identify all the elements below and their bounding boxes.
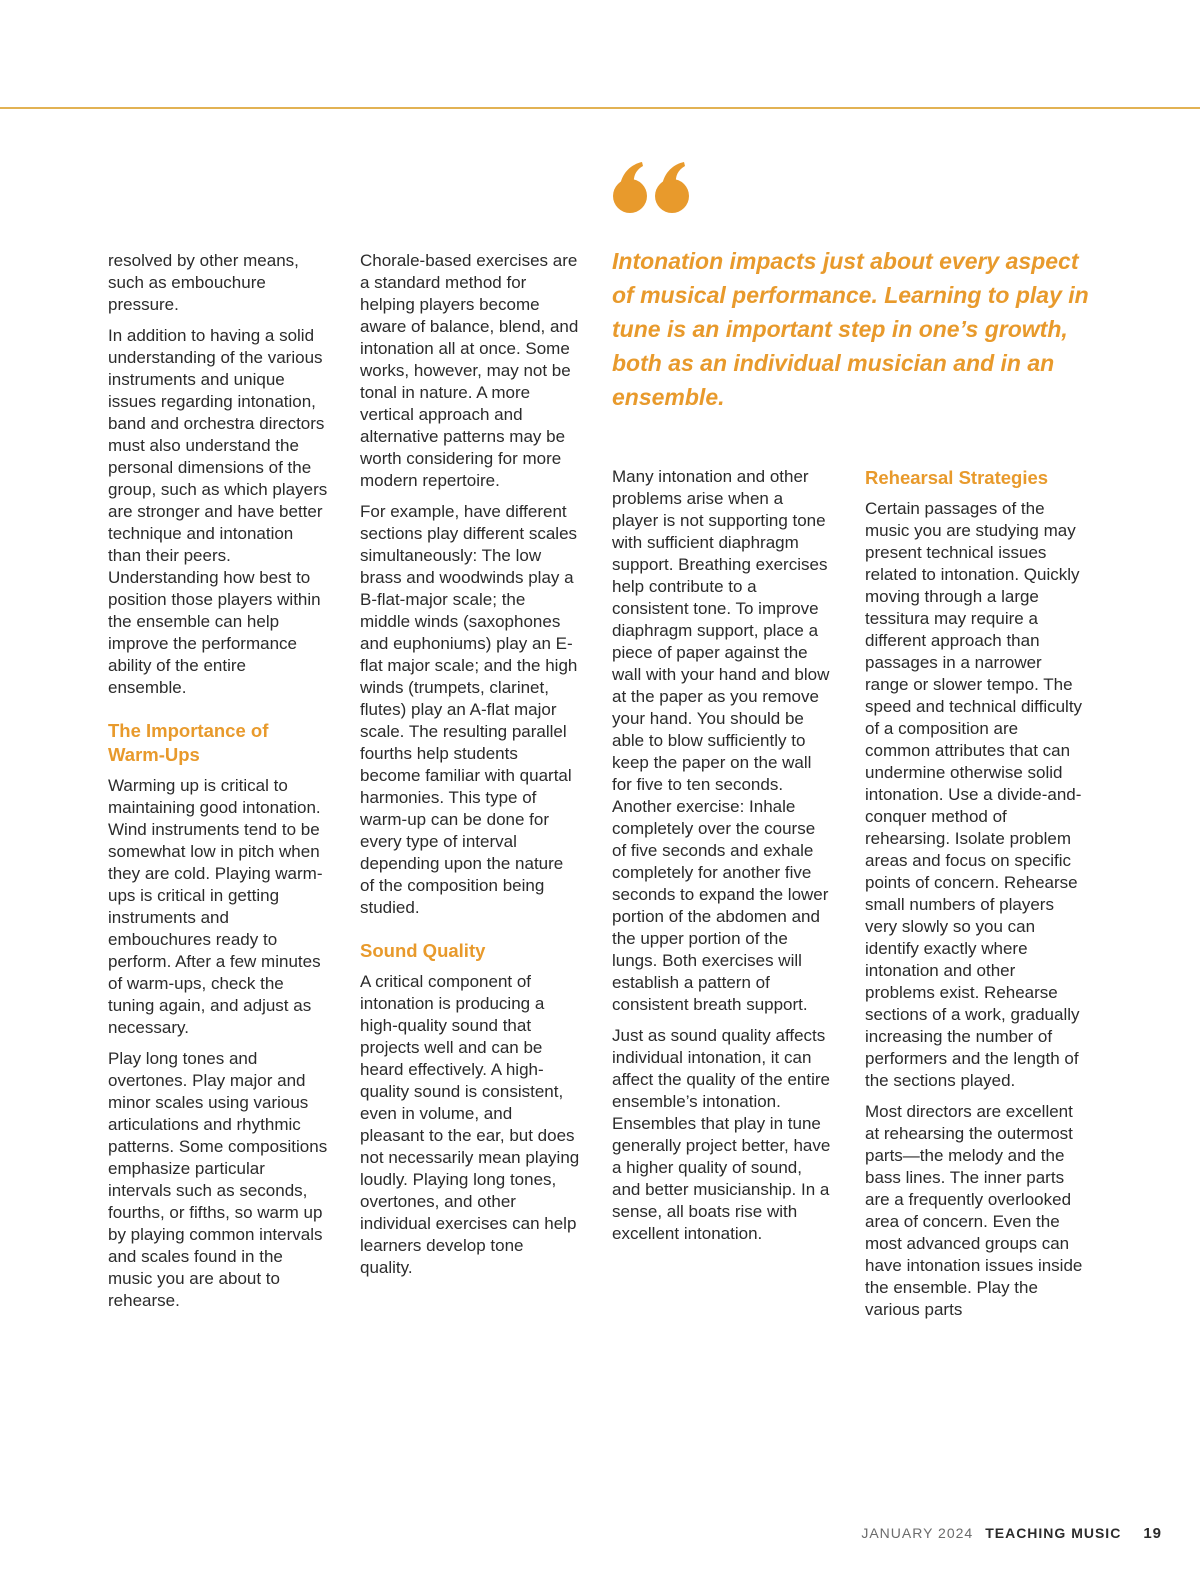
column-1 [108, 250, 328, 1321]
quote-open-icon [612, 162, 694, 214]
pull-quote: Intonation impacts just about every aspect of musical performance. Learning to play in tune is an important step in one’s growth, both as an individual musician and in an ensemble. [612, 248, 1089, 410]
column-4 [865, 466, 1085, 1330]
header-rule [0, 107, 1200, 109]
column-2 [360, 250, 580, 1288]
paragraph: resolved by other means, such as embouchure pressure. [108, 251, 299, 314]
paragraph: Chorale-based exercises are a standard method for helping players become aware of balance, blend, and intonation all at once. Some works, however, may not be tonal in nature. A more vertical approach and alternative patterns may be worth considering for more modern repertoire. [360, 251, 579, 490]
paragraph: In addition to having a solid understanding of the various instruments and unique issues regarding intonation, band and orchestra directors must also understand the personal dimensions of the group, such as which players are stronger and have better technique and intonation than their peers. Understanding how best to position those players within the ensemble can help improve the performance ability of the entire ensemble. [108, 326, 328, 697]
paragraph: Just as sound quality affects individual intonation, it can affect the quality of the entire ensemble’s intonation. Ensembles that play in tune generally project better, have a higher quality of sound, and better musicianship. In a sense, all boats rise with excellent intonation. [612, 1026, 831, 1243]
page-number: 19 [1143, 1525, 1162, 1542]
paragraph: Certain passages of the music you are studying may present technical issues related to intonation. Quickly moving through a large tessitura may require a different approach than passages in a narrower range or slower tempo. The speed and technical difficulty of a composition are common attributes that can undermine otherwise solid intonation. Use a divide-and-conquer method of rehearsing. Isolate problem areas and focus on specific points of concern. Rehearse small numbers of players very slowly so you can identify exactly where intonation and other problems exist. Rehearse sections of a work, gradually increasing the number of performers and the length of the sections played. [865, 499, 1083, 1090]
section-heading-rehearsal-strategies: Rehearsal Strategies [865, 467, 1049, 488]
paragraph: Many intonation and other problems arise when a player is not supporting tone with sufficient diaphragm support. Breathing exercises help contribute to a consistent tone. To improve diaphragm support, place a piece of paper against the wall with your hand and blow at the paper as you remove your hand. You should be able to blow sufficiently to keep the paper on the wall for five to ten seconds. Another exercise: Inhale completely over the course of five seconds and exhale completely for another five seconds to expand the lower portion of the abdomen and the upper portion of the lungs. Both exercises will establish a pattern of consistent breath support. [612, 467, 830, 1014]
section-heading-warm-ups: The Importance of Warm-Ups [108, 720, 269, 765]
issue-date: JANUARY 2024 [861, 1525, 974, 1541]
paragraph: For example, have different sections play different scales simultaneously: The low brass and woodwinds play a B-flat-major scale; the middle winds (saxophones and euphoniums) play an E-flat major scale; and the high winds (trumpets, clarinet, flutes) play an A-flat major scale. The resulting parallel fourths help students become familiar with quartal harmonies. This type of warm-up can be done for every type of interval depending upon the nature of the composition being studied. [360, 502, 578, 917]
magazine-title: TEACHING MUSIC [985, 1525, 1122, 1541]
page-footer [861, 1525, 1162, 1542]
section-heading-sound-quality: Sound Quality [360, 940, 486, 961]
column-3 [612, 466, 832, 1254]
paragraph: Play long tones and overtones. Play major and minor scales using various articulations and rhythmic patterns. Some compositions emphasize particular intervals such as seconds, fourths, or fifths, so warm up by playing common intervals and scales found in the music you are about to rehearse. [108, 1049, 328, 1310]
paragraph: Most directors are excellent at rehearsing the outermost parts—the melody and the bass lines. The inner parts are a frequently overlooked area of concern. Even the most advanced groups can have intonation issues inside the ensemble. Play the various parts [865, 1102, 1083, 1319]
paragraph: A critical component of intonation is producing a high-quality sound that projects well and can be heard effectively. A high-quality sound is consistent, even in volume, and pleasant to the ear, but does not necessarily mean playing loudly. Playing long tones, overtones, and other individual exercises can help learners develop tone quality. [360, 972, 580, 1277]
paragraph: Warming up is critical to maintaining good intonation. Wind instruments tend to be somewhat low in pitch when they are cold. Playing warm-ups is critical in getting instruments and embouchures ready to perform. After a few minutes of warm-ups, check the tuning again, and adjust as necessary. [108, 776, 323, 1037]
